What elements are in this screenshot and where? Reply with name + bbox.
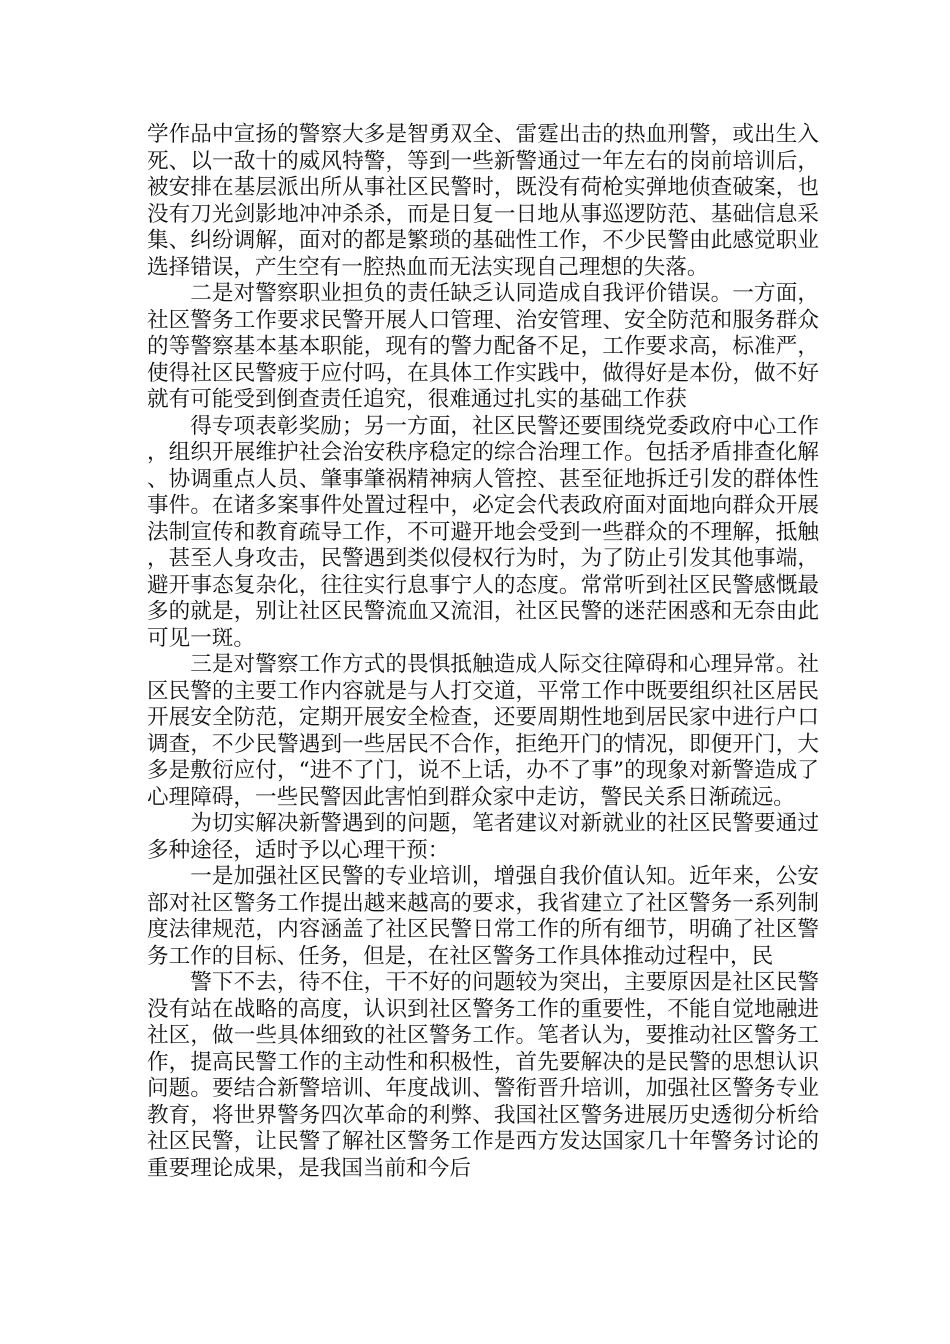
- paragraph-4: 三是对警察工作方式的畏惧抵触造成人际交往障碍和心理异常。社区民警的主要工作内容就是与人打交道，平常工作中既要组织社区居民开展安全防范，定期开展安全检查，还要周期性地到居民家中进行户口调查，不少民警遇到一些居民不合作，拒绝开门的情况，即便开门，大多是敷衍应付，“进不了门，说不上话，办不了事”的现象对新警造成了心理障碍，一些民警因此害怕到群众家中走访，警民关系日渐疏远。: [147, 652, 819, 810]
- paragraph-7: 警下不去，待不住，干不好的问题较为突出，主要原因是社区民警没有站在战略的高度，认识到社区警务工作的重要性，不能自觉地融进社区，做一些具体细致的社区警务工作。笔者认为，要推动社区警务工作，提高民警工作的主动性和积极性，首先要解决的是民警的思想认识问题。要结合新警培训、年度战训、警衔晋升培训，加强社区警务专业教育，将世界警务四次革命的利弊、我国社区警务进展历史透彻分析给社区民警，让民警了解社区警务工作是西方发达国家几十年警务讨论的重要理论成果，是我国当前和今后: [147, 970, 819, 1181]
- document-body: [147, 122, 819, 1182]
- paragraph-2: 二是对警察职业担负的责任缺乏认同造成自我评价错误。一方面，社区警务工作要求民警开展人口管理、治安管理、安全防范和服务群众的等警察基本基本职能，现有的警力配备不足，工作要求高，标准严，使得社区民警疲于应付吗，在具体工作实践中，做得好是本份，做不好就有可能受到倒查责任追究，很难通过扎实的基础工作获: [147, 281, 819, 412]
- paragraph-1: 学作品中宣扬的警察大多是智勇双全、雷霆出击的热血刑警，或出生入死、以一敌十的威风特警，等到一些新警通过一年左右的岗前培训后，被安排在基层派出所从事社区民警时，既没有荷枪实弹地侦查破案，也没有刀光剑影地冲冲杀杀，而是日复一日地从事巡逻防范、基础信息采集、纠纷调解，面对的都是繁琐的基础性工作，不少民警由此感觉职业选择错误，产生空有一腔热血而无法实现自己理想的失落。: [147, 122, 819, 280]
- paragraph-3: 得专项表彰奖励；另一方面，社区民警还要围绕党委政府中心工作，组织开展维护社会治安秩序稳定的综合治理工作。包括矛盾排查化解、协调重点人员、肇事肇祸精神病人管控、甚至征地拆迁引发的群体性事件。在诸多案事件处置过程中，必定会代表政府面对面地向群众开展法制宣传和教育疏导工作，不可避开地会受到一些群众的不理解，抵触，甚至人身攻击，民警遇到类似侵权行为时，为了防止引发其他事端，避开事态复杂化，往往实行息事宁人的态度。常常听到社区民警感慨最多的就是，别让社区民警流血又流泪，社区民警的迷茫困惑和无奈由此可见一斑。: [147, 413, 819, 651]
- paragraph-6: 一是加强社区民警的专业培训，增强自我价值认知。近年来，公安部对社区警务工作提出越来越高的要求，我省建立了社区警务一系列制度法律规范，内容涵盖了社区民警日常工作的所有细节，明确了社区警务工作的目标、任务，但是，在社区警务工作具体推动过程中，民: [147, 864, 819, 969]
- paragraph-5: 为切实解决新警遇到的问题，笔者建议对新就业的社区民警要通过多种途径，适时予以心理干预：: [147, 811, 819, 863]
